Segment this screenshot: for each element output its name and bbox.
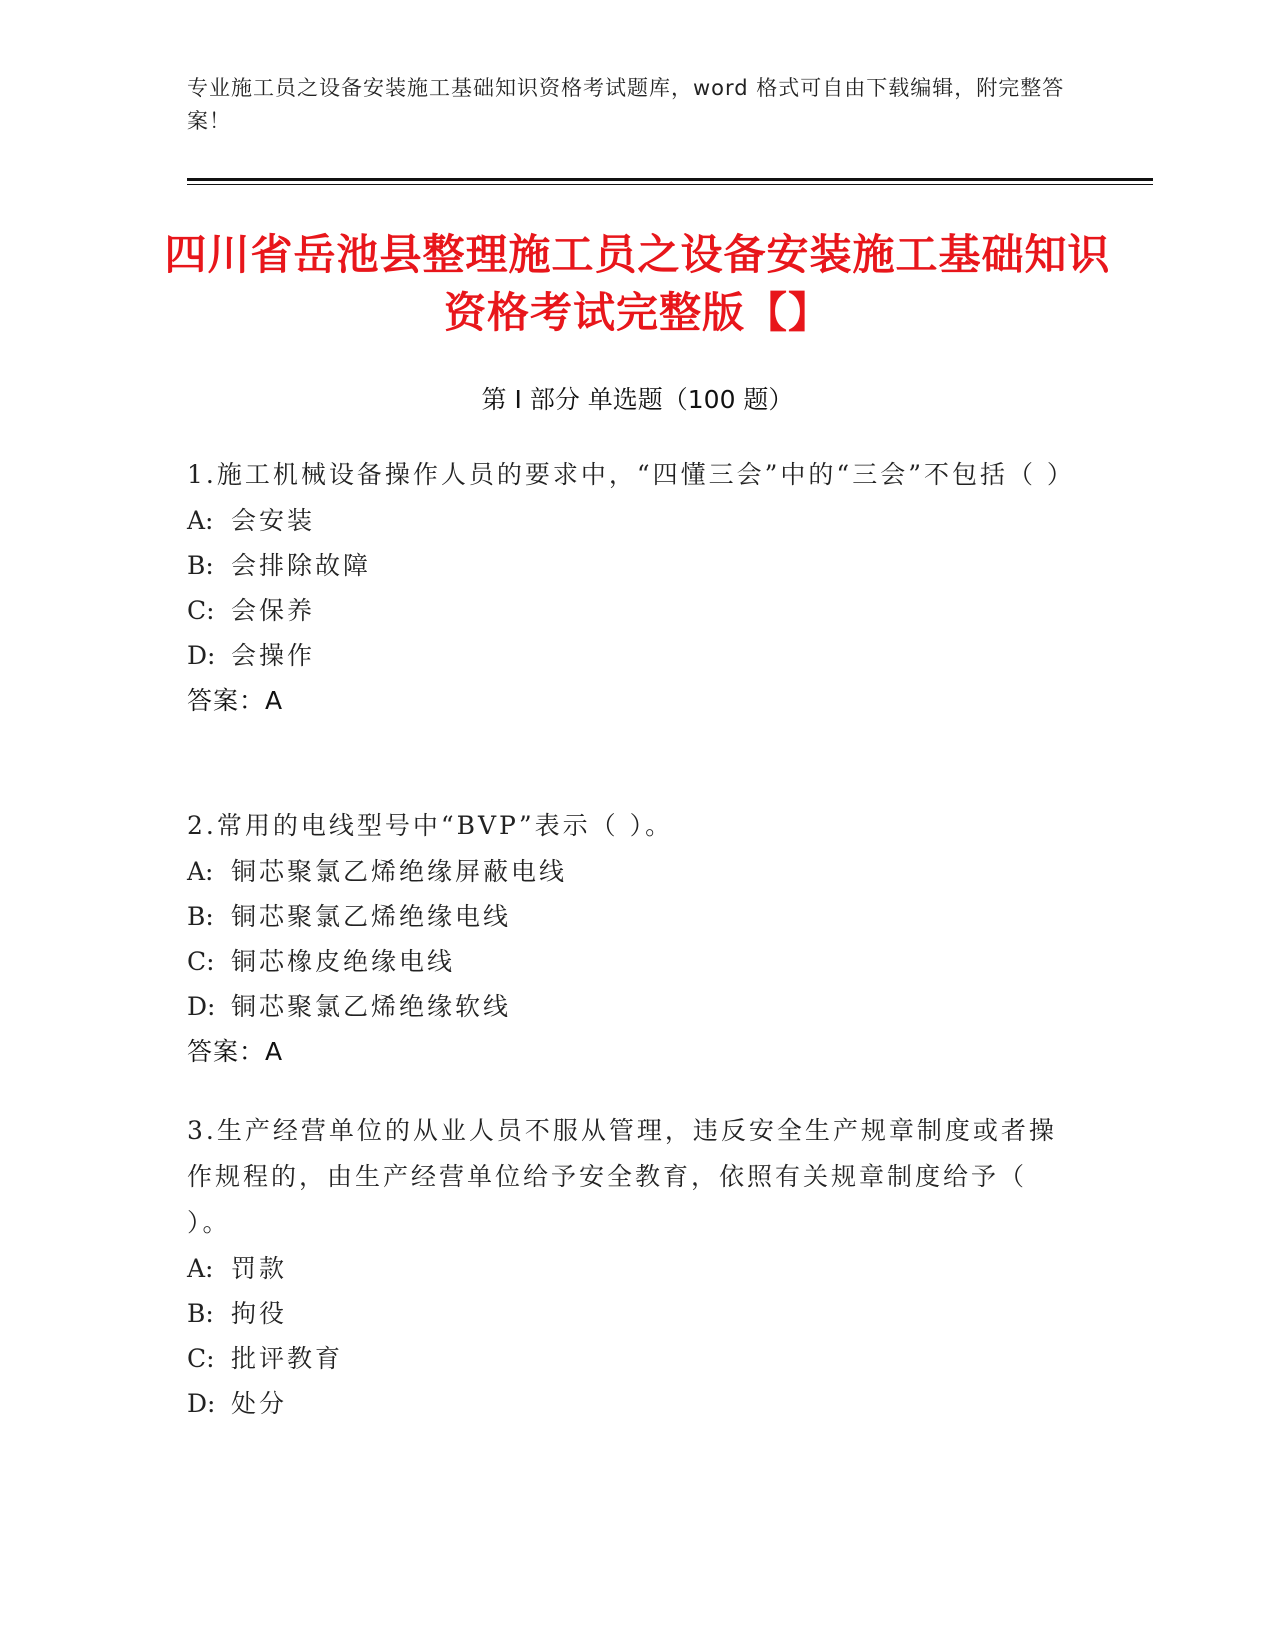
option-text: 批评教育	[231, 1344, 344, 1373]
option-key: B:	[187, 1299, 214, 1328]
option-key: A:	[187, 1254, 214, 1283]
option-key: A:	[187, 506, 214, 535]
option-d	[187, 984, 1067, 1029]
option-key: B:	[187, 551, 214, 580]
header-rule-thick	[187, 178, 1153, 181]
option-text: 铜芯聚氯乙烯绝缘屏蔽电线	[231, 857, 568, 886]
option-key: D:	[187, 1389, 216, 1418]
question-stem: 3.生产经营单位的从业人员不服从管理，违反安全生产规章制度或者操作规程的，由生产经营单位给予安全教育，依照有关规章制度给予（ ）。	[187, 1116, 1057, 1237]
option-text: 会安装	[231, 506, 316, 535]
option-key: C:	[187, 1344, 215, 1373]
answer-line: 答案：A	[187, 1037, 284, 1066]
option-text: 铜芯聚氯乙烯绝缘软线	[231, 992, 512, 1021]
option-key: C:	[187, 947, 215, 976]
option-c	[187, 588, 1067, 633]
option-text: 铜芯橡皮绝缘电线	[231, 947, 456, 976]
section-title: 第 I 部分 单选题（100 题）	[481, 385, 794, 414]
option-key: B:	[187, 902, 214, 931]
option-key: C:	[187, 596, 215, 625]
document-title: 四川省岳池县整理施工员之设备安装施工基础知识资格考试完整版【】	[164, 230, 1111, 337]
option-key: D:	[187, 992, 216, 1021]
option-text: 会保养	[231, 596, 316, 625]
option-key: D:	[187, 641, 216, 670]
question-stem: 2.常用的电线型号中“BVP”表示（ ）。	[187, 811, 674, 840]
question-stem: 1.施工机械设备操作人员的要求中，“四懂三会”中的“三会”不包括（ ）	[187, 460, 1075, 489]
option-c	[187, 1336, 1067, 1381]
option-key: A:	[187, 857, 214, 886]
answer-line: 答案：A	[187, 686, 284, 715]
option-text: 拘役	[231, 1299, 288, 1328]
question-3	[187, 1108, 1067, 1426]
option-text: 铜芯聚氯乙烯绝缘电线	[231, 902, 512, 931]
option-b	[187, 1291, 1067, 1336]
header-rule-thin	[187, 184, 1153, 185]
option-c	[187, 939, 1067, 984]
option-a	[187, 498, 1067, 543]
option-d	[187, 1381, 1067, 1426]
option-text: 处分	[231, 1389, 288, 1418]
header-note: 专业施工员之设备安装施工基础知识资格考试题库，word 格式可自由下载编辑，附完整答案！	[187, 76, 1065, 133]
option-a	[187, 849, 1067, 894]
question-2	[187, 803, 1067, 1075]
option-a	[187, 1246, 1067, 1291]
option-b	[187, 894, 1067, 939]
option-text: 会排除故障	[231, 551, 372, 580]
option-b	[187, 543, 1067, 588]
option-text: 会操作	[231, 641, 316, 670]
question-1	[187, 452, 1075, 724]
option-text: 罚款	[231, 1254, 288, 1283]
option-d	[187, 633, 1067, 678]
